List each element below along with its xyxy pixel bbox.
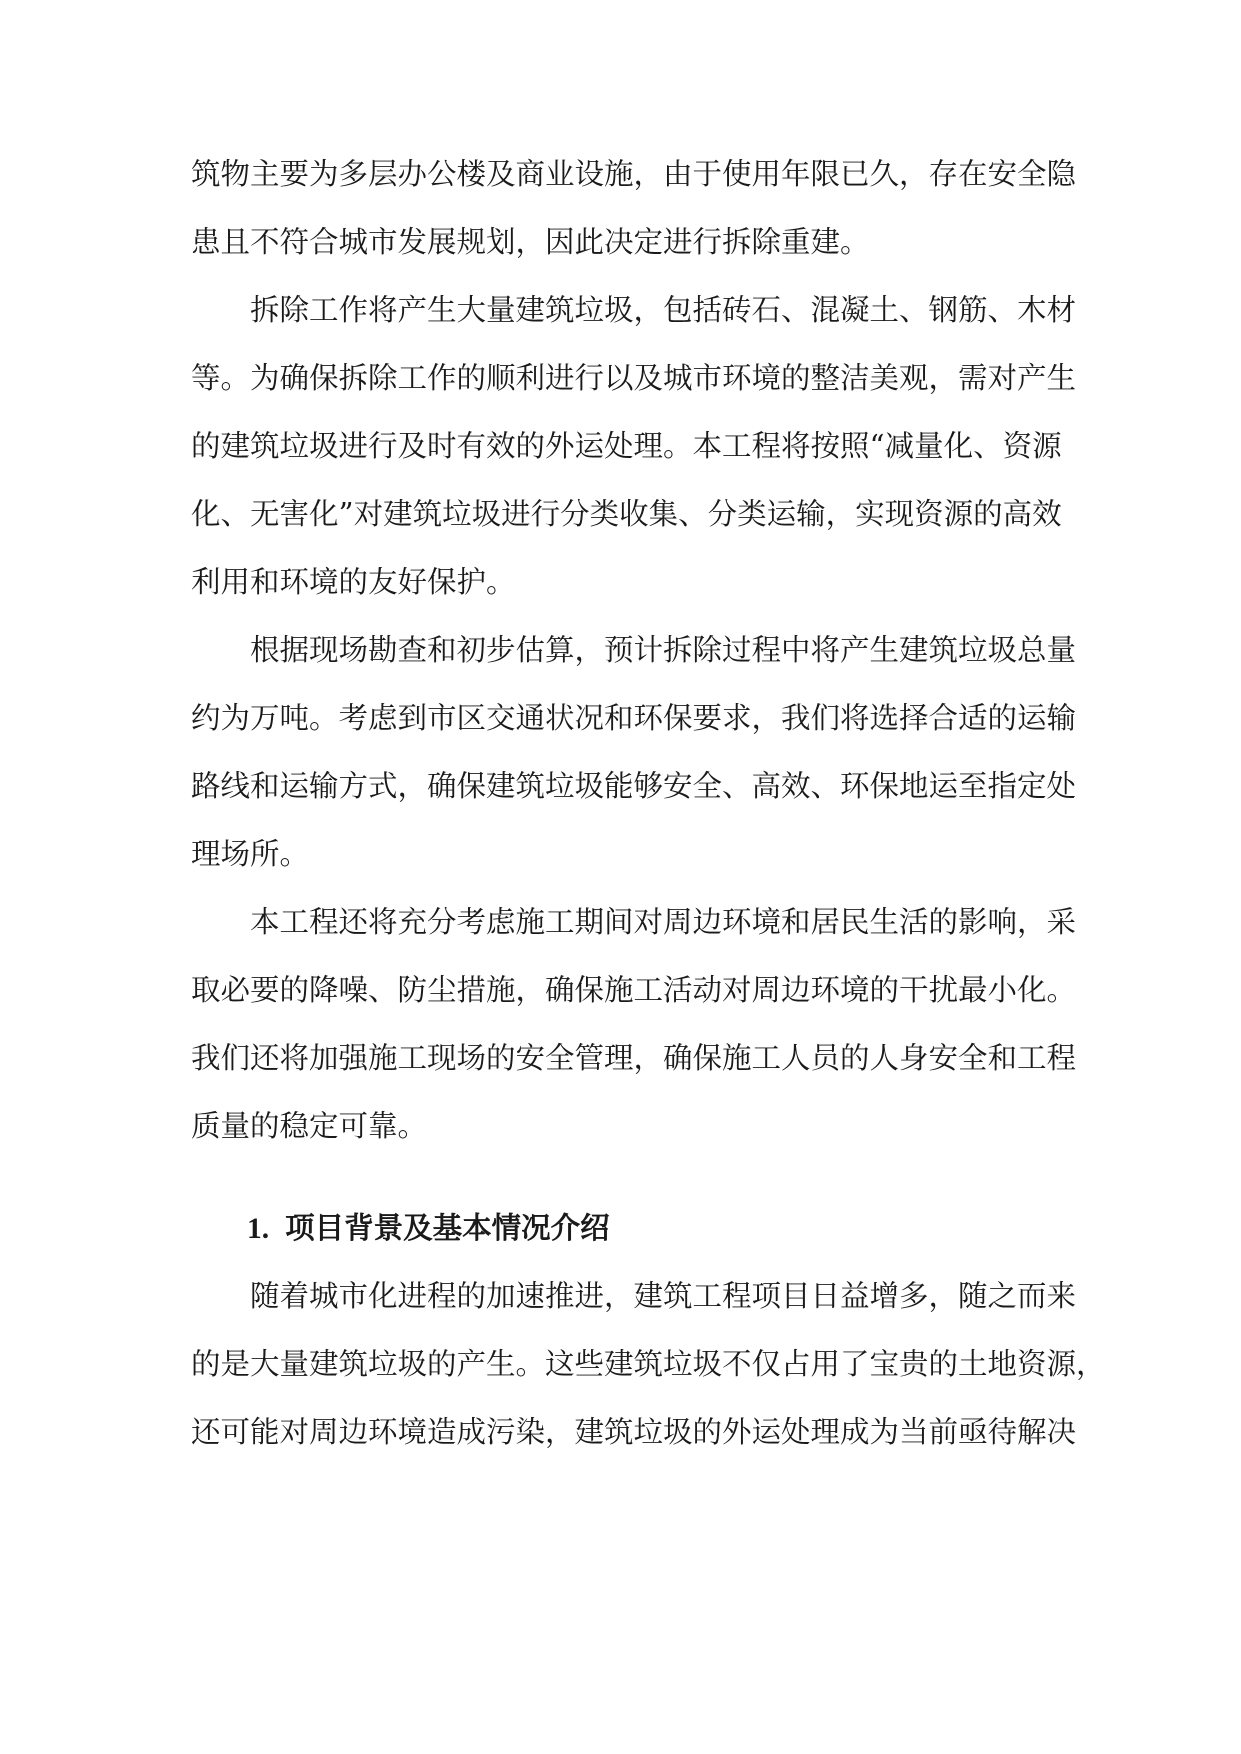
paragraph-waste-treatment bbox=[191, 276, 1077, 616]
text-line: 还可能对周边环境造成污染，建筑垃圾的外运处理成为当前亟待解决 bbox=[191, 1415, 1077, 1449]
text-line: 我们还将加强施工现场的安全管理，确保施工人员的人身安全和工程 bbox=[191, 1041, 1077, 1075]
text-line: 约为万吨。考虑到市区交通状况和环保要求，我们将选择合适的运输 bbox=[191, 701, 1077, 735]
text-line: 理场所。 bbox=[191, 837, 310, 871]
text-line: 筑物主要为多层办公楼及商业设施，由于使用年限已久，存在安全隐 bbox=[191, 157, 1077, 191]
section-spacer bbox=[191, 1160, 1059, 1194]
text-line: 等。为确保拆除工作的顺利进行以及城市环境的整洁美观，需对产生 bbox=[191, 361, 1077, 395]
text-line: 患且不符合城市发展规划，因此决定进行拆除重建。 bbox=[191, 225, 870, 259]
section-title: 项目背景及基本情况介绍 bbox=[285, 1210, 610, 1245]
text-line: 质量的稳定可靠。 bbox=[191, 1109, 428, 1143]
paragraph-waste-estimate bbox=[191, 616, 1077, 888]
text-line: 的建筑垃圾进行及时有效的外运处理。本工程将按照“减量化、资源 bbox=[191, 429, 1062, 463]
paragraph-environment-safety bbox=[191, 888, 1077, 1160]
text-line: 的是大量建筑垃圾的产生。这些建筑垃圾不仅占用了宝贵的土地资源， bbox=[191, 1347, 1106, 1381]
text-line: 路线和运输方式，确保建筑垃圾能够安全、高效、环保地运至指定处 bbox=[191, 769, 1077, 803]
section-heading bbox=[191, 1194, 1059, 1262]
section-number: 1. bbox=[247, 1213, 270, 1245]
document-body bbox=[191, 140, 1106, 1466]
text-line: 根据现场勘查和初步估算，预计拆除过程中将产生建筑垃圾总量 bbox=[250, 633, 1077, 667]
paragraph-project-background bbox=[191, 1262, 1106, 1466]
text-line: 利用和环境的友好保护。 bbox=[191, 565, 516, 599]
text-line: 随着城市化进程的加速推进，建筑工程项目日益增多，随之而来 bbox=[250, 1279, 1077, 1313]
text-line: 化、无害化”对建筑垃圾进行分类收集、分类运输，实现资源的高效 bbox=[191, 497, 1062, 531]
text-line: 取必要的降噪、防尘措施，确保施工活动对周边环境的干扰最小化。 bbox=[191, 973, 1077, 1007]
text-line: 本工程还将充分考虑施工期间对周边环境和居民生活的影响，采 bbox=[250, 905, 1077, 939]
paragraph-building-description bbox=[191, 140, 1077, 276]
text-line: 拆除工作将产生大量建筑垃圾，包括砖石、混凝土、钢筋、木材 bbox=[250, 293, 1077, 327]
